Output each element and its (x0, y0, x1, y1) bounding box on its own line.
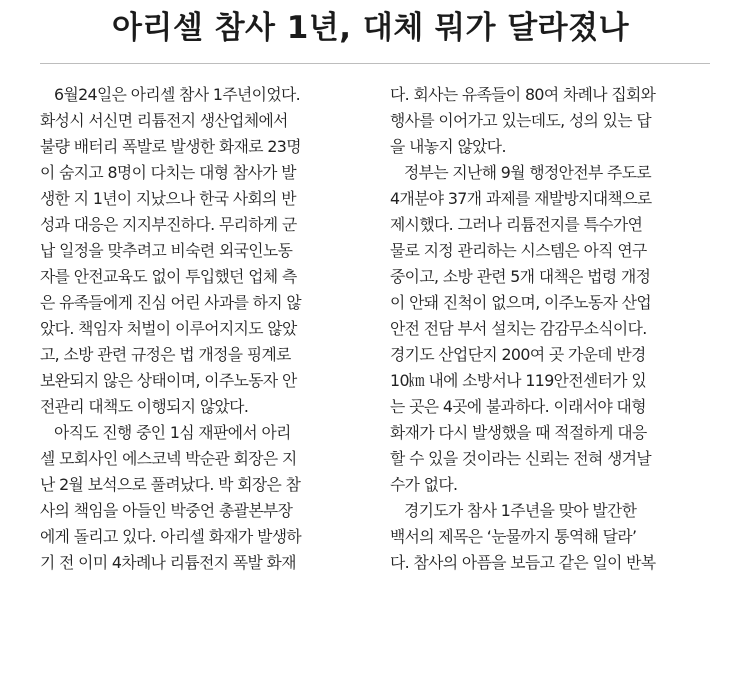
text-line: 다. 참사의 아픔을 보듬고 같은 일이 반복 (390, 553, 656, 572)
article-headline: 아리셀 참사 1년, 대체 뭐가 달라졌나 (111, 10, 630, 46)
text-line: 다. 회사는 유족들이 80여 차례나 집회와 (390, 85, 656, 104)
text-line: 경기도가 참사 1주년을 맞아 발간한 (404, 501, 637, 520)
text-line: 화재가 다시 발생했을 때 적절하게 대응 (390, 423, 647, 442)
text-line: 았다. 책임자 처벌이 이루어지지도 않았 (40, 319, 297, 338)
text-line: 생한 지 1년이 지났으나 한국 사회의 반 (40, 189, 296, 208)
text-line: 난 2월 보석으로 풀려났다. 박 회장은 참 (40, 475, 301, 494)
text-line: 할 수 있을 것이라는 신뢰는 전혀 생겨날 (390, 449, 652, 468)
text-line: 6월24일은 아리셀 참사 1주년이었다. (54, 85, 301, 104)
text-line: 이 안돼 진척이 없으며, 이주노동자 산업 (390, 293, 652, 312)
text-line: 행사를 이어가고 있는데도, 성의 있는 답 (390, 111, 652, 130)
text-line: 중이고, 소방 관련 5개 대책은 법령 개정 (390, 267, 651, 286)
text-line: 는 곳은 4곳에 불과하다. 이래서야 대형 (390, 397, 646, 416)
text-line: 성과 대응은 지지부진하다. 무리하게 군 (40, 215, 297, 234)
text-line: 셀 모회사인 에스코넥 박순관 회장은 지 (40, 449, 297, 468)
text-line: 안전 전담 부서 설치는 감감무소식이다. (390, 319, 647, 338)
text-line: 4개분야 37개 과제를 재발방지대책으로 (390, 189, 652, 208)
article-column-left (40, 82, 370, 576)
text-line: 정부는 지난해 9월 행정안전부 주도로 (404, 163, 652, 182)
text-line: 기 전 이미 4차례나 리튬전지 폭발 화재 (40, 553, 296, 572)
text-line: 납 일정을 맞추려고 비숙련 외국인노동 (40, 241, 293, 260)
text-line: 고, 소방 관련 규정은 법 개정을 핑계로 (40, 345, 291, 364)
text-line: 아직도 진행 중인 1심 재판에서 아리 (54, 423, 291, 442)
article-column-right (390, 82, 720, 576)
text-line: 제시했다. 그러나 리튬전지를 특수가연 (390, 215, 643, 234)
text-line: 경기도 산업단지 200여 곳 가운데 반경 (390, 345, 646, 364)
text-line: 보완되지 않은 상태이며, 이주노동자 안 (40, 371, 297, 390)
text-line: 사의 책임을 아들인 박중언 총괄본부장 (40, 501, 293, 520)
text-line: 물로 지정 관리하는 시스템은 아직 연구 (390, 241, 647, 260)
text-line: 은 유족들에게 진심 어린 사과를 하지 않 (40, 293, 302, 312)
text-line: 화성시 서신면 리튬전지 생산업체에서 (40, 111, 288, 130)
text-line: 자를 안전교육도 없이 투입했던 업체 측 (40, 267, 297, 286)
text-line: 에게 돌리고 있다. 아리셀 화재가 발생하 (40, 527, 302, 546)
text-line: 10㎞ 내에 소방서나 119안전센터가 있 (390, 371, 647, 390)
text-line: 수가 없다. (390, 475, 458, 494)
text-line: 전관리 대책도 이행되지 않았다. (40, 397, 249, 416)
text-line: 이 숨지고 8명이 다치는 대형 참사가 발 (40, 163, 296, 182)
headline-divider (40, 63, 710, 64)
text-line: 불량 배터리 폭발로 발생한 화재로 23명 (40, 137, 301, 156)
text-line: 백서의 제목은 ‘눈물까지 통역해 달라’ (390, 527, 637, 546)
text-line: 을 내놓지 않았다. (390, 137, 506, 156)
